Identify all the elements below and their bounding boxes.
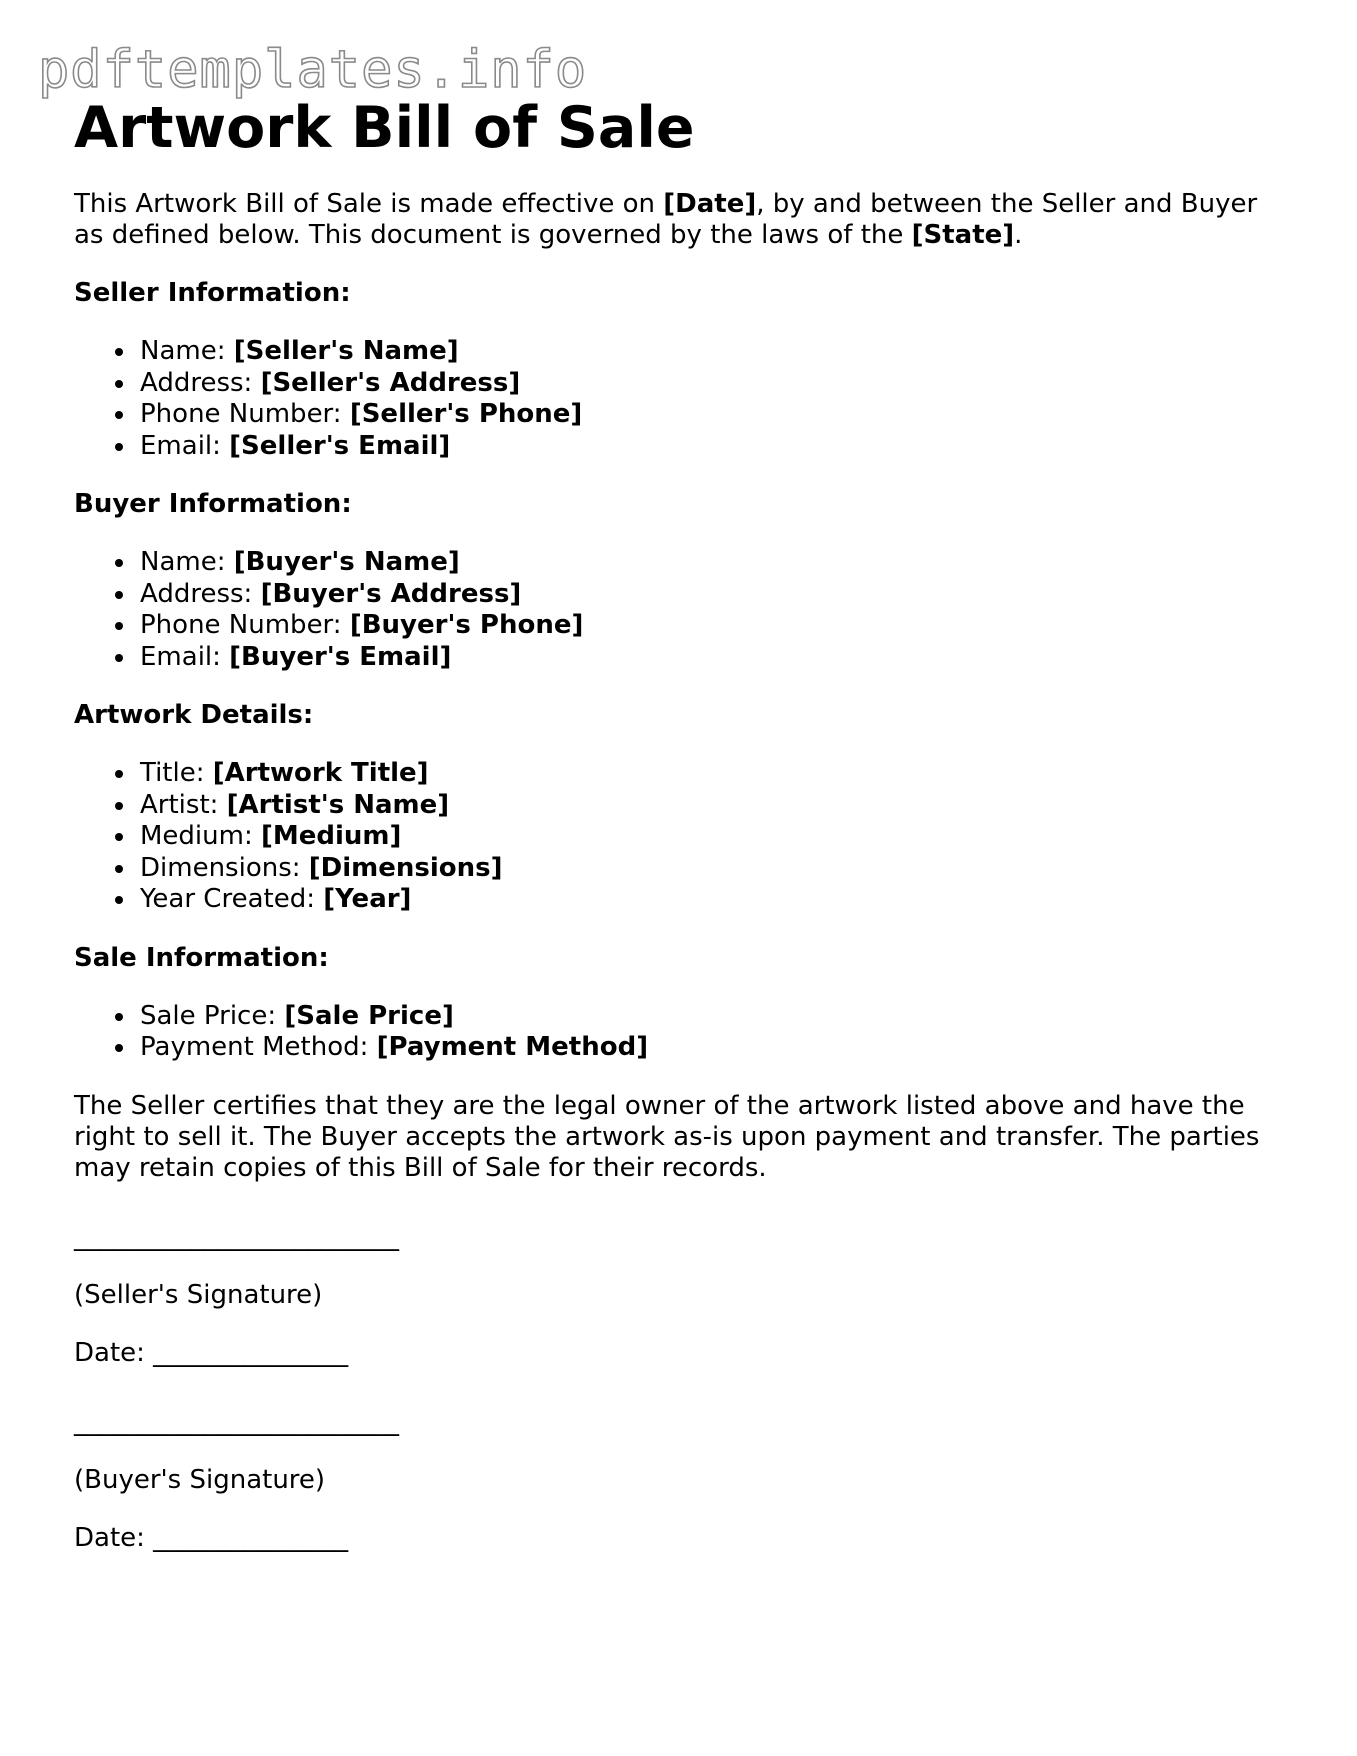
item-label: Email:	[140, 641, 230, 672]
item-label: Medium:	[140, 821, 261, 851]
list-item	[140, 758, 1294, 790]
list-item	[140, 821, 1294, 853]
intro-text-3: .	[1014, 220, 1023, 250]
seller-date-line: Date: _______________	[74, 1337, 349, 1368]
item-label: Payment Method:	[140, 1032, 377, 1062]
item-label: Name:	[140, 547, 234, 577]
item-label: Dimensions:	[140, 852, 309, 883]
item-label: Address:	[140, 578, 261, 609]
artwork-heading: Artwork Details:	[74, 700, 314, 730]
buyer-list	[74, 547, 1294, 673]
date-placeholder: [Date]	[663, 189, 757, 219]
seller-signature-label: (Seller's Signature)	[74, 1279, 323, 1310]
list-item	[140, 610, 1294, 642]
list-item	[140, 790, 1294, 822]
list-item	[140, 399, 1294, 431]
item-value: [Seller's Name]	[233, 336, 459, 366]
item-value: [Medium]	[261, 821, 402, 851]
item-label: Email:	[140, 430, 230, 461]
sale-list	[74, 1001, 1294, 1064]
list-item	[140, 884, 1294, 916]
item-value: [Artwork Title]	[212, 758, 429, 788]
item-label: Phone Number:	[140, 610, 350, 640]
buyer-date-line: Date: _______________	[74, 1522, 349, 1553]
document-body	[74, 96, 1294, 1554]
list-item	[140, 368, 1294, 400]
list-item	[140, 336, 1294, 368]
item-value: [Buyer's Email]	[229, 641, 452, 672]
seller-heading: Seller Information:	[74, 278, 351, 308]
item-label: Artist:	[140, 789, 227, 820]
list-item	[140, 431, 1294, 463]
closing-paragraph: The Seller certifies that they are the legal owner of the artwork listed above and have the right to sell it. The Buyer accepts the artwork as-is upon payment and transfer. The parties may retain copies of this Bill of Sale for their records.	[74, 1090, 1260, 1183]
list-item	[140, 547, 1294, 579]
list-item	[140, 1032, 1294, 1064]
item-label: Address:	[140, 367, 261, 398]
buyer-heading: Buyer Information:	[74, 489, 352, 519]
item-value: [Year]	[323, 884, 412, 914]
list-item	[140, 1001, 1294, 1033]
item-value: [Dimensions]	[308, 852, 503, 883]
item-value: [Seller's Phone]	[349, 399, 583, 429]
watermark-logo: pdftemplates.info	[38, 40, 588, 100]
intro-paragraph	[74, 189, 1294, 251]
item-value: [Seller's Email]	[229, 430, 451, 461]
item-value: [Payment Method]	[376, 1032, 649, 1062]
artwork-list	[74, 758, 1294, 916]
intro-text-2: , by and between the Seller and Buyer as defined below. This document is governed by the laws of the	[74, 189, 1258, 250]
item-label: Sale Price:	[140, 1000, 285, 1031]
item-value: [Seller's Address]	[260, 367, 521, 398]
list-item	[140, 853, 1294, 885]
sale-heading: Sale Information:	[74, 942, 329, 973]
item-label: Name:	[140, 336, 234, 366]
item-label: Title:	[140, 758, 213, 788]
item-label: Year Created:	[140, 884, 324, 914]
item-value: [Buyer's Address]	[260, 578, 522, 609]
list-item	[140, 642, 1294, 674]
item-label: Phone Number:	[140, 399, 350, 429]
item-value: [Artist's Name]	[226, 789, 450, 820]
item-value: [Buyer's Phone]	[349, 610, 584, 640]
list-item	[140, 579, 1294, 611]
buyer-signature-line: _________________________	[74, 1406, 399, 1437]
page-title: Artwork Bill of Sale	[74, 95, 695, 161]
state-placeholder: [State]	[911, 220, 1015, 250]
seller-list	[74, 336, 1294, 462]
item-value: [Sale Price]	[284, 1000, 454, 1031]
item-value: [Buyer's Name]	[233, 547, 460, 577]
buyer-signature-label: (Buyer's Signature)	[74, 1464, 326, 1495]
intro-text-1: This Artwork Bill of Sale is made effective on	[74, 189, 664, 219]
seller-signature-line: _________________________	[74, 1221, 399, 1252]
